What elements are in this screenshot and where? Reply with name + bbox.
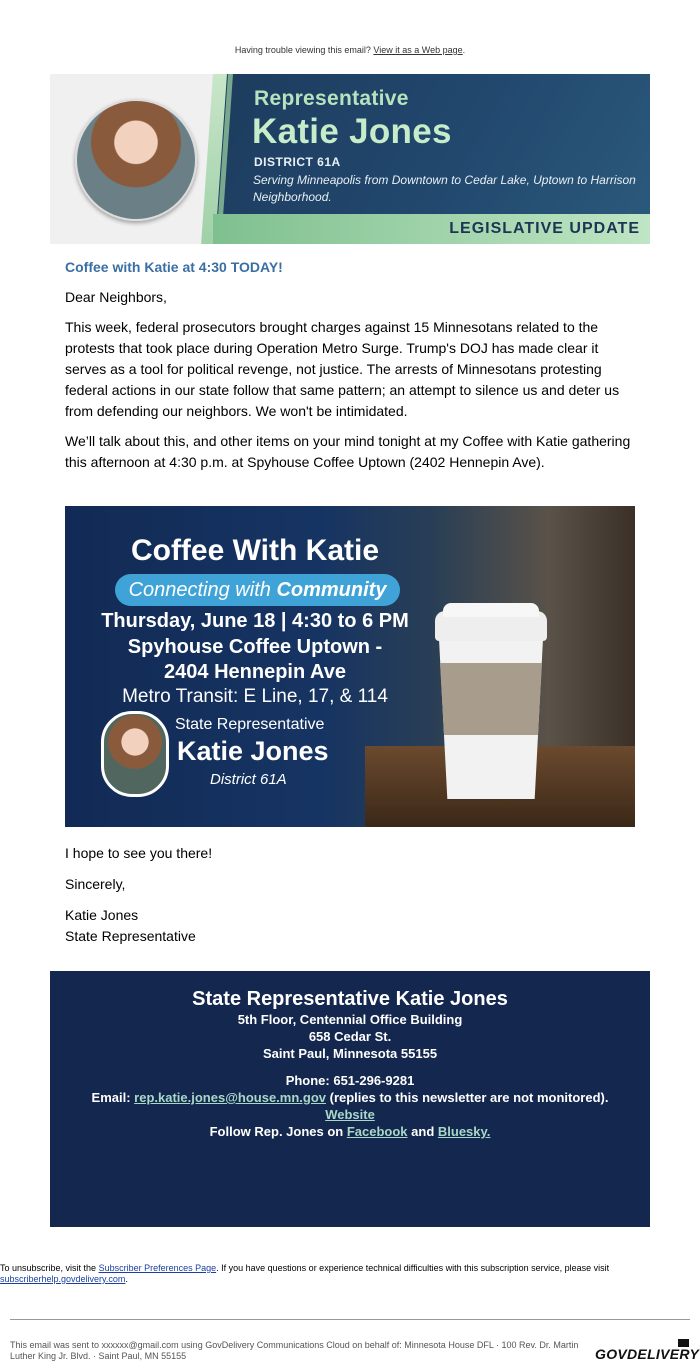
- flyer-rep-district: District 61A: [210, 771, 287, 788]
- sent-to-note: This email was sent to xxxxxx@gmail.com using GovDelivery Communications Cloud on behalf of: Minnesota House DFL · 100 Rev. Dr. Martin Luther King Jr. Blvd. · Saint Paul, MN 55155: [10, 1340, 579, 1361]
- unsubscribe-text-c: .: [125, 1274, 128, 1284]
- message-body: [65, 257, 640, 482]
- view-online-suffix: .: [462, 45, 466, 55]
- banner-district: DISTRICT 61A: [254, 155, 341, 169]
- subscriber-preferences-link[interactable]: Subscriber Preferences Page: [98, 1263, 217, 1273]
- banner-title-name: Katie Jones: [252, 112, 452, 151]
- footer-address-line2: 658 Cedar St.: [308, 1029, 392, 1044]
- footer-email-link[interactable]: rep.katie.jones@house.mn.gov: [134, 1090, 327, 1105]
- govdelivery-logo: GOVDELIVERY: [595, 1346, 700, 1362]
- footer-phone: Phone: 651-296-9281: [285, 1073, 415, 1088]
- coffee-with-katie-flyer: [65, 506, 635, 827]
- header-banner: [50, 74, 650, 244]
- flyer-transit: Metro Transit: E Line, 17, & 114: [122, 686, 388, 707]
- footer-rep-name: State Representative Katie Jones: [192, 988, 508, 1010]
- footer-email-line: [50, 1089, 650, 1106]
- footer-and-text: and: [407, 1124, 438, 1139]
- footer-divider: [10, 1319, 690, 1320]
- flyer-rep-label: State Representative: [175, 716, 325, 733]
- legislative-update-label: LEGISLATIVE UPDATE: [449, 220, 640, 237]
- view-web-page-link[interactable]: View it as a Web page: [373, 45, 463, 55]
- flyer-tagline: [115, 574, 400, 606]
- footer-follow-text: Follow Rep. Jones on: [209, 1124, 347, 1139]
- flyer-tagline-a: Connecting with: [128, 579, 277, 601]
- flyer-address: 2404 Hennepin Ave: [164, 661, 346, 683]
- view-online-note: [0, 45, 700, 55]
- legislative-update-bar: [213, 214, 650, 244]
- paragraph-coffee: We’ll talk about this, and other items on your mind tonight at my Coffee with Katie gathering this afternoon at 4:30 p.m. at Spyhouse Coffee Uptown (2402 Hennepin Ave).: [65, 433, 631, 470]
- footer-facebook-link[interactable]: Facebook: [346, 1124, 408, 1139]
- flyer-title: Coffee With Katie: [130, 534, 380, 567]
- footer-website-line: [50, 1106, 650, 1123]
- message-headline: Coffee with Katie at 4:30 TODAY!: [65, 259, 283, 275]
- view-online-text: Having trouble viewing this email?: [234, 45, 374, 55]
- signature-title: State Representative: [65, 928, 196, 944]
- footer-bluesky-link[interactable]: Bluesky.: [437, 1124, 491, 1139]
- flyer-representative-photo: [101, 711, 169, 797]
- footer-follow-line: [50, 1123, 650, 1140]
- unsubscribe-note: [0, 1263, 690, 1285]
- unsubscribe-text-b: . If you have questions or experience technical difficulties with this subscription service, please visit: [216, 1263, 610, 1273]
- footer-address-line3: Saint Paul, Minnesota 55155: [262, 1046, 438, 1061]
- footer-address-line1: 5th Floor, Centennial Office Building: [237, 1012, 463, 1027]
- flyer-rep-name: Katie Jones: [177, 736, 329, 766]
- flyer-tagline-b: Community: [276, 579, 387, 601]
- signature-name: Katie Jones: [65, 907, 139, 923]
- subscriber-help-link[interactable]: subscriberhelp.govdelivery.com: [0, 1274, 126, 1284]
- closing-sincerely: Sincerely,: [65, 876, 126, 892]
- paragraph-charges: This week, federal prosecutors brought charges against 15 Minnesotans related to the protests that took place during Operation Metro Surge. Trump's DOJ has made clear it serves as a tool for political revenge, not justice. The arrests of Minnesotans protesting federal actions in our state follow that same pattern; an attempt to silence us and deter us from defending our neighbors. We won't be intimidated.: [65, 319, 620, 419]
- footer-email-note: (replies to this newsletter are not monitored).: [326, 1090, 609, 1105]
- contact-footer: [50, 971, 650, 1227]
- flyer-venue: Spyhouse Coffee Uptown -: [127, 636, 383, 658]
- closing-hope: I hope to see you there!: [65, 845, 213, 861]
- banner-serving-area: Serving Minneapolis from Downtown to Cedar Lake, Uptown to Harrison Neighborhood.: [253, 173, 636, 204]
- banner-title-representative: Representative: [254, 87, 409, 110]
- footer-email-label: Email:: [91, 1090, 135, 1105]
- coffee-cup-icon: [435, 611, 547, 801]
- representative-photo: [75, 99, 197, 221]
- flyer-date-time: Thursday, June 18 | 4:30 to 6 PM: [101, 610, 409, 632]
- greeting: Dear Neighbors,: [65, 289, 167, 305]
- closing: [65, 843, 640, 947]
- footer-website-link[interactable]: Website: [325, 1107, 375, 1122]
- unsubscribe-text-a: To unsubscribe, visit the: [0, 1263, 99, 1273]
